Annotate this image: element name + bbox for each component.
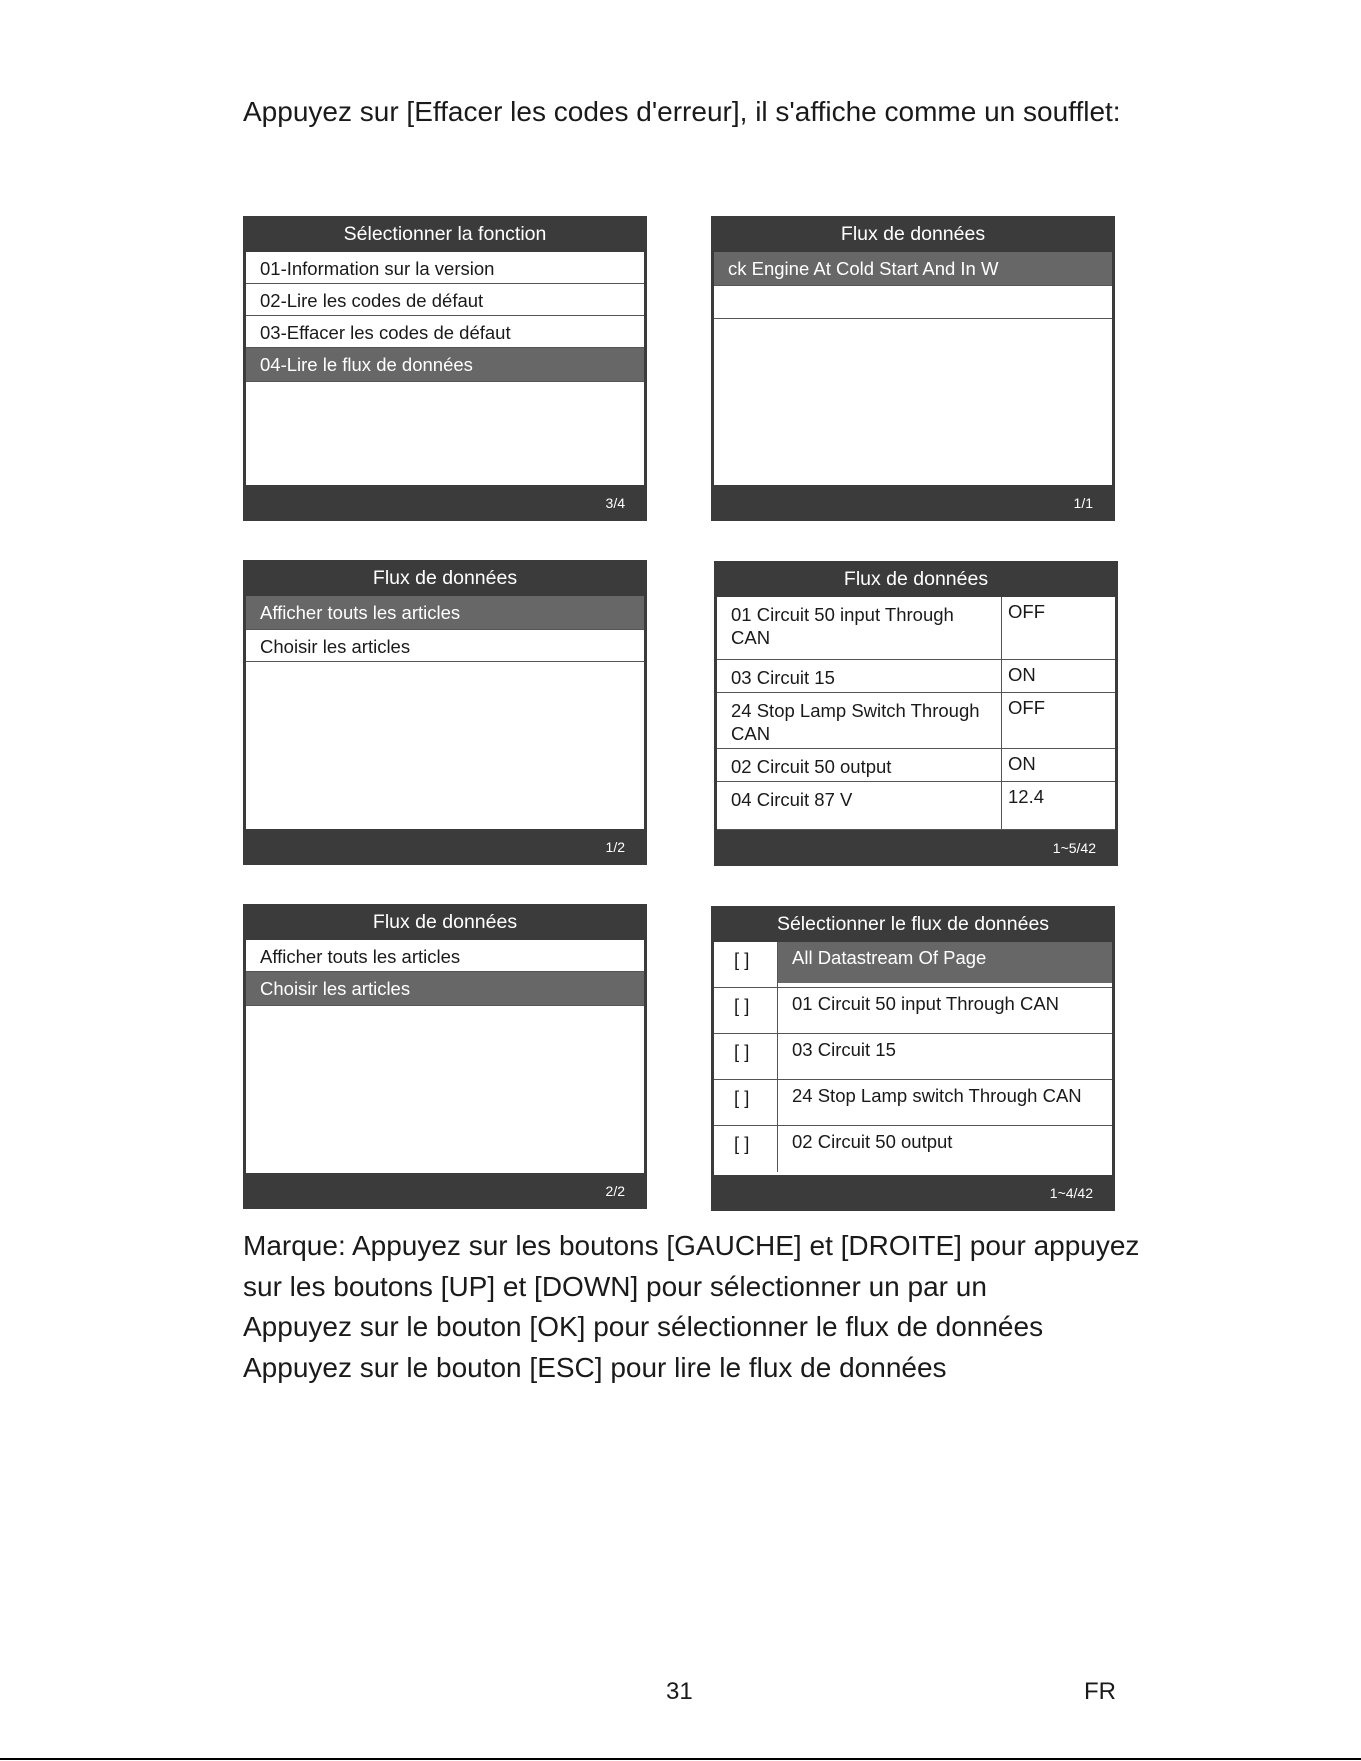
pid-name: 02 Circuit 50 output [717, 748, 1002, 781]
pid-value: ON [1002, 748, 1116, 781]
screen-datastream-values [714, 561, 1118, 866]
screen-title: Flux de données [840, 223, 986, 245]
pid-name: 01 Circuit 50 input Through CAN [717, 597, 1002, 659]
pid-value: OFF [1002, 692, 1116, 748]
menu-item-read-codes[interactable]: 02-Lire les codes de défaut [246, 284, 644, 316]
datastream-item[interactable]: ck Engine At Cold Start And In W [714, 252, 1112, 286]
checkbox[interactable]: [ ] [714, 942, 778, 987]
table-row[interactable] [717, 659, 1115, 692]
page-indicator: 1~4/42 [1049, 1185, 1093, 1201]
pid-name: 24 Stop Lamp Switch Through CAN [717, 692, 1002, 748]
page-indicator: 2/2 [605, 1183, 625, 1199]
menu-item-version-info[interactable]: 01-Information sur la version [246, 252, 644, 284]
screen-title: Sélectionner la fonction [343, 223, 547, 245]
list-item[interactable] [714, 1126, 1112, 1172]
screen-title: Sélectionner le flux de données [776, 913, 1050, 935]
pid-name: 04 Circuit 87 V [717, 781, 1002, 829]
instruction-line: Appuyez sur le bouton [ESC] pour lire le flux de données [243, 1351, 947, 1383]
page-indicator: 1/1 [1073, 495, 1093, 511]
list-item[interactable] [714, 988, 1112, 1034]
empty-row [714, 286, 1112, 319]
page-indicator: 1~5/42 [1052, 840, 1096, 856]
screen-datastream-menu-choose [243, 904, 647, 1209]
menu-item-choose-items[interactable]: Choisir les articles [246, 630, 644, 662]
page-number: 31 [666, 1678, 693, 1705]
divider [0, 1758, 1361, 1760]
checkbox[interactable]: [ ] [714, 1126, 778, 1172]
page-indicator: 3/4 [605, 495, 625, 511]
pid-value: ON [1002, 659, 1116, 692]
table-row[interactable] [717, 781, 1115, 829]
list-item[interactable] [714, 1034, 1112, 1080]
page-indicator: 1/2 [605, 839, 625, 855]
intro-text: Appuyez sur [Effacer les codes d'erreur], il s'affiche comme un soufflet: [243, 96, 1121, 127]
screen-title: Flux de données [843, 568, 989, 590]
menu-item-choose-items[interactable]: Choisir les articles [246, 972, 644, 1006]
screen-select-function [243, 216, 647, 521]
datastream-table [717, 597, 1115, 830]
list-item-label: All Datastream Of Page [778, 942, 1112, 983]
list-item-label: 24 Stop Lamp switch Through CAN [792, 1085, 1082, 1106]
instruction-line: Appuyez sur le bouton [OK] pour sélectionner le flux de données [243, 1311, 1044, 1342]
list-item-label: 02 Circuit 50 output [792, 1131, 953, 1152]
menu-item-show-all[interactable]: Afficher touts les articles [246, 596, 644, 630]
table-row[interactable] [717, 748, 1115, 781]
checkbox[interactable]: [ ] [714, 988, 778, 1033]
instruction-line: Marque: Appuyez sur les boutons [GAUCHE] et [DROITE] pour appuyez sur les boutons [UP] et [DOWN] pour sélectionner un par un [243, 1230, 1140, 1302]
screen-title: Flux de données [372, 567, 518, 589]
pid-name: 03 Circuit 15 [717, 659, 1002, 692]
screen-datastream-single [711, 216, 1115, 521]
list-item-label: 03 Circuit 15 [792, 1039, 896, 1060]
list-item[interactable] [714, 1080, 1112, 1126]
instructions [243, 1226, 1143, 1388]
checkbox[interactable]: [ ] [714, 1034, 778, 1079]
menu-item-show-all[interactable]: Afficher touts les articles [246, 940, 644, 972]
table-row[interactable] [717, 597, 1115, 659]
menu-item-read-datastream[interactable]: 04-Lire le flux de données [246, 348, 644, 382]
screen-datastream-menu [243, 560, 647, 865]
list-item[interactable] [714, 942, 1112, 988]
screen-select-datastream [711, 906, 1115, 1211]
menu-item-erase-codes[interactable]: 03-Effacer les codes de défaut [246, 316, 644, 348]
pid-value: 12.4 [1002, 781, 1116, 829]
language-code: FR [1084, 1678, 1116, 1705]
list-item-label: 01 Circuit 50 input Through CAN [792, 993, 1060, 1014]
checkbox[interactable]: [ ] [714, 1080, 778, 1125]
table-row[interactable] [717, 692, 1115, 748]
pid-value: OFF [1002, 597, 1116, 659]
screen-title: Flux de données [372, 911, 518, 933]
